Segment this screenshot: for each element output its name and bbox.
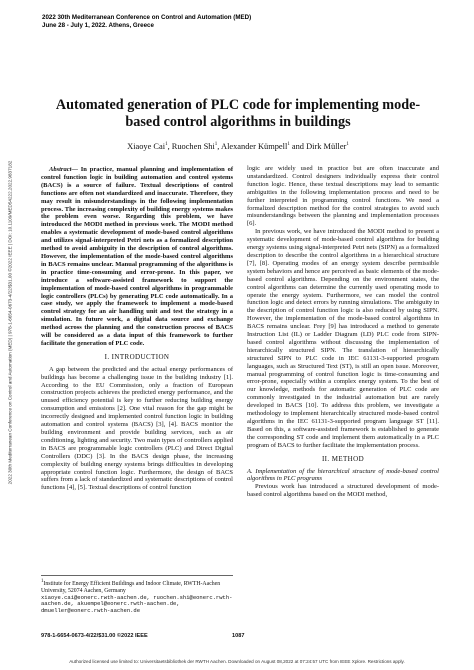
footnote: $^1$Institute for Energy Efficient Buildings and Indoor Climate, RWTH-Aachen University, 52074 Aachen, Germany xiaoye.cai@eonerc.rwth-aachen.de, ruochen.shi@eonerc.rwth-aachen.de, akuempel@eonerc.rwth-aachen.de, dmueller@eonerc.rwth-aachen.de [41,575,233,615]
author-1: Xiaoye Cai [127,142,166,151]
right-paragraph-2: In previous work, we have introduced the MODI method to present a systematic development of mode-based control algorithms for building energy systems using signal-interpreted Petri nets (SIPN) as a formalized description to describe the control algorithms in a hierarchical structure [7], [8]. Operating modes of an energy system describe permissible system behaviors and hence are perceived as basic elements of the mode-based control algorithms. Depending on the environment states, the control algorithms can determine the currently used operating mode to operate the energy system. Furthermore, we can model the control function logic and detect errors by running simulations. The ambiguity in the description of control function logic is also reduced by using SIPN. However, the implementation of the mode-based control algorithms in BACS remains unclear. Frey [9] has introduced a method to generate Instruction List (IL) or Ladder Diagram (LD) PLC code from SIPN-based control algorithms without discussing the implementation of hierarchically structured SIPN. The translation of hierarchically structured SIPN to PLC code in IEC 61131-3-supported program languages, such as Structured Text (ST), is still an open issue. Moreover, manual programming of control function logic is time-consuming and error-prone, especially within a complex energy system. To the best of our knowledge, methods for automatic generation of PLC code are commonly investigated in the industrial automation but are rarely developed in BACS [10]. To address this problem, we investigate a methodology to implement hierarchically structured mode-based control algorithms in the IEC 61131-3-supported program language ST [11]. Based on this, a software-assisted framework is established to generate the corresponding ST code and implement them automatically in a PLC program of BACS to further facilitate the implementation process. [247,228,439,449]
right-paragraph-1: logic are widely used in practice but are often inaccurate and unstandardized. Control designers individually express their control function logic. Hence, these textual descriptions may lead to semantic ambiguities in the following implementation process and need to be further interpreted in programming control functions. We need a formalized description method for the control strategies to avoid such misunderstandings between the planning and implementation processes [6]. [247,165,439,228]
author-2: , Ruochen Shi [167,142,215,151]
abstract-label: Abstract [49,166,72,173]
isbn-footer: 978-1-6654-0673-4/22/$31.00 ©2022 IEEE [41,633,148,639]
footnote-affiliation: Institute for Energy Efficient Buildings and Indoor Climate, RWTH-Aachen University, 52074 Aachen, Germany [41,580,221,594]
conference-name: 2022 30th Mediterranean Conference on Control and Automation (MED) [42,14,252,21]
intro-paragraph: A gap between the predicted and the actual energy performances of buildings has become a challenging issue in the building industry [1]. According to the EU Commission, only a fraction of European construction projects achieves the predicted energy performance, and the unused efficiency potential is key to further reducing building energy consumption and emissions [2]. One vital reason for the gap might be incorrectly designed and implemented control function logic in building automation and control systems (BACS) [3], [4]. BACS monitor the building environment and provide building services, such as air conditioning, lighting and security. Two main types of controllers applied in BACS are programmable logic controllers (PLC) and Direct Digital Controllers (DDC) [3]. In the BACS design phase, the increasing complexity of building energy systems brings difficulties in developing appropriate control function logic. Furthermore, the design of BACS suffers from a lack of standardized and systematic descriptions of control functions [4], [5]. Textual descriptions of control function [41,365,233,492]
license-notice: Authorized licensed use limited to: Universitaetsbibliothek der RWTH Aachen. Downloaded on August 08,2022 at 07:24:57 UTC from IEEE Xplore. Restrictions apply. [69,659,405,664]
section-method-heading: II. METHOD [321,454,365,463]
footnote-emails: xiaoye.cai@eonerc.rwth-aachen.de, ruochen.shi@eonerc.rwth-aachen.de, akuempel@eonerc.rwth-aachen.de, dmueller@eonerc.rwth-aachen.de [41,593,233,615]
side-doi-identifier: 2022 30th Mediterranean Conference on Control and Automation (MED) | 978-1-6654-0673-4/22/$31.00 ©2022 IEEE | DOI: 10.1109/MED54222.2022.9837182 [7,160,13,485]
author-4: and Dirk Müller [289,142,347,151]
author-3: , Alexander Kümpell [217,142,288,151]
conference-dates: June 28 - July 1, 2022. Athens, Greece [42,22,154,29]
abstract [41,166,233,348]
page-number: 1087 [232,633,245,639]
abstract-text: — In practice, manual planning and implementation of control function logic in building automation and control systems (BACS) is a source of failure. Textual descriptions of control functions are often not standardized and inaccurate. Therefore, they may result in misunderstandings in the following implementation process. The increasing complexity of building energy systems makes the problem even worse. Regarding this problem, we have introduced the MODI method in previous work. The MODI method enables a systematic development of mode-based control algorithms and utilizes signal-interpreted Petri nets as a formalized description method to avoid ambiguity in the description of control algorithms. However, the implementation of the mode-based control algorithms in BACS remains unclear. Manual programming of the algorithms is in practice time-consuming and error-prone. In this paper, we introduce a software-assisted framework to support the implementation of mode-based control algorithms in programmable logic controllers (PLCs) by generating PLC code automatically. In a case study, we apply the framework to implement a mode-based control strategy for an air handling unit and test the strategy in a simulation. In future work, a digital data source and exchange method across the planning and the construction process of BACS will be considered as a data input of this framework to further facilitate the generation of PLC code. [41,166,233,347]
subsection-a-heading: A. Implementation of the hierarchical structure of mode-based control algorithms in PLC programs [247,467,439,483]
conference-header [42,14,442,30]
left-column [41,166,233,492]
right-column [247,165,439,499]
section-introduction-heading: I. INTRODUCTION [104,352,170,361]
paper-title: Automated generation of PLC code for implementing mode-based control algorithms in buildings [55,97,421,130]
paper-authors: Xiaoye Cai$^1$, Ruochen Shi$^1$, Alexander Kümpell$^1$ and Dirk Müller$^1$ [127,142,349,151]
right-paragraph-3: Previous work has introduced a structured development of mode-based control algorithms based on the MODI method, [247,483,439,499]
